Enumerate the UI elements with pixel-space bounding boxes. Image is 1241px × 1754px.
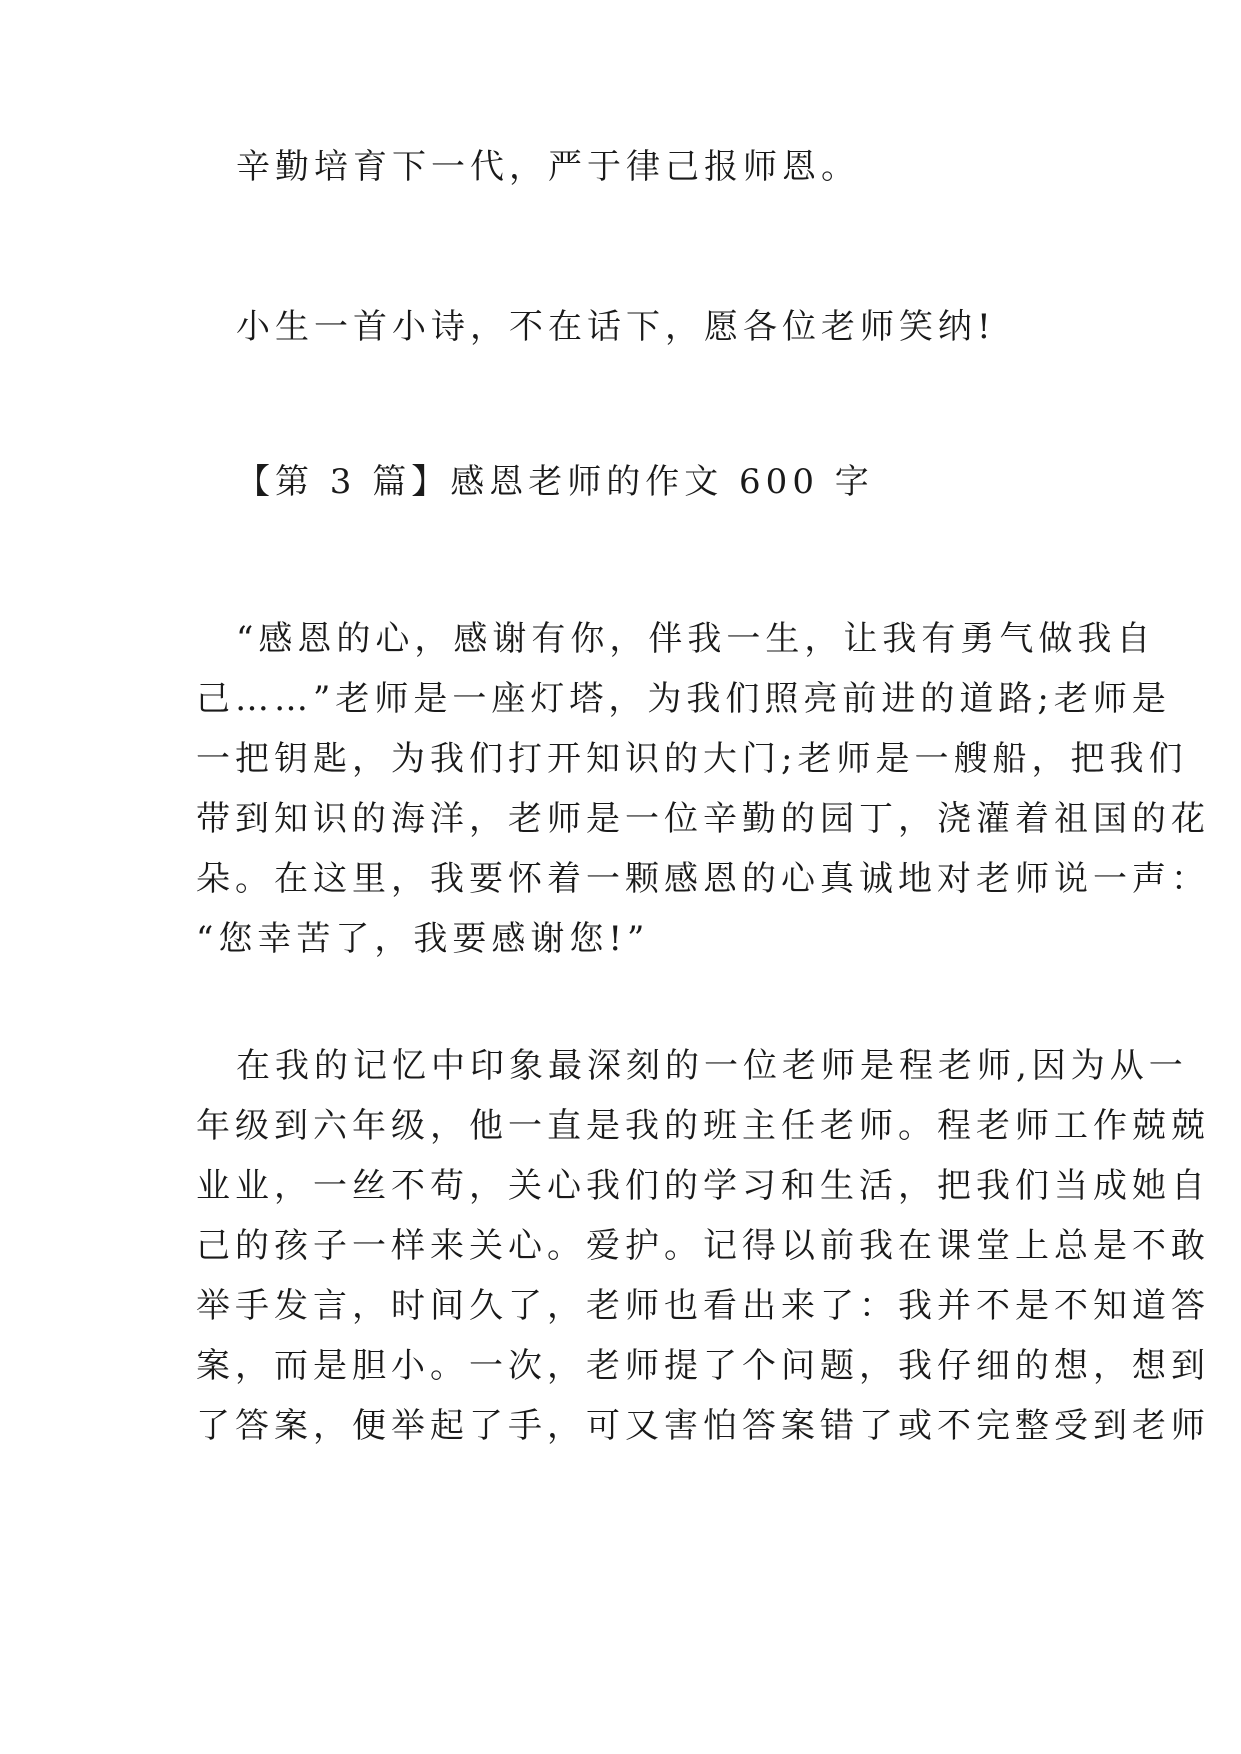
- paragraph-line: 带到知识的海洋，老师是一位辛勤的园丁，浇灌着祖国的花: [196, 799, 1210, 839]
- paragraph-line: “您幸苦了，我要感谢您!”: [196, 919, 650, 959]
- paragraph-line: 举手发言，时间久了，老师也看出来了：我并不是不知道答: [196, 1286, 1210, 1326]
- paragraph: [196, 609, 1210, 969]
- paragraph-line: 业业，一丝不苟，关心我们的学习和生活，把我们当成她自: [196, 1166, 1210, 1206]
- paragraph-line: 朵。在这里，我要怀着一颗感恩的心真诚地对老师说一声：: [196, 859, 1210, 899]
- paragraph-line: 年级到六年级，他一直是我的班主任老师。程老师工作兢兢: [196, 1106, 1210, 1146]
- section-heading: 【第 3 篇】感恩老师的作文 600 字: [236, 462, 874, 502]
- text-line: 小生一首小诗，不在话下，愿各位老师笑纳!: [236, 307, 996, 347]
- paragraph: [196, 1036, 1210, 1456]
- paragraph-line: 己……”老师是一座灯塔，为我们照亮前进的道路;老师是: [196, 679, 1171, 719]
- paragraph-line: “感恩的心，感谢有你，伴我一生，让我有勇气做我自: [236, 619, 1156, 659]
- paragraph-line: 己的孩子一样来关心。爱护。记得以前我在课堂上总是不敢: [196, 1226, 1210, 1266]
- text-line: 辛勤培育下一代，严于律己报师恩。: [236, 147, 860, 187]
- paragraph-line: 一把钥匙，为我们打开知识的大门;老师是一艘船，把我们: [196, 739, 1188, 779]
- paragraph-line: 在我的记忆中印象最深刻的一位老师是程老师,因为从一: [236, 1046, 1188, 1086]
- paragraph-line: 案，而是胆小。一次，老师提了个问题，我仔细的想，想到: [196, 1346, 1210, 1386]
- paragraph-line: 了答案，便举起了手，可又害怕答案错了或不完整受到老师: [196, 1406, 1210, 1446]
